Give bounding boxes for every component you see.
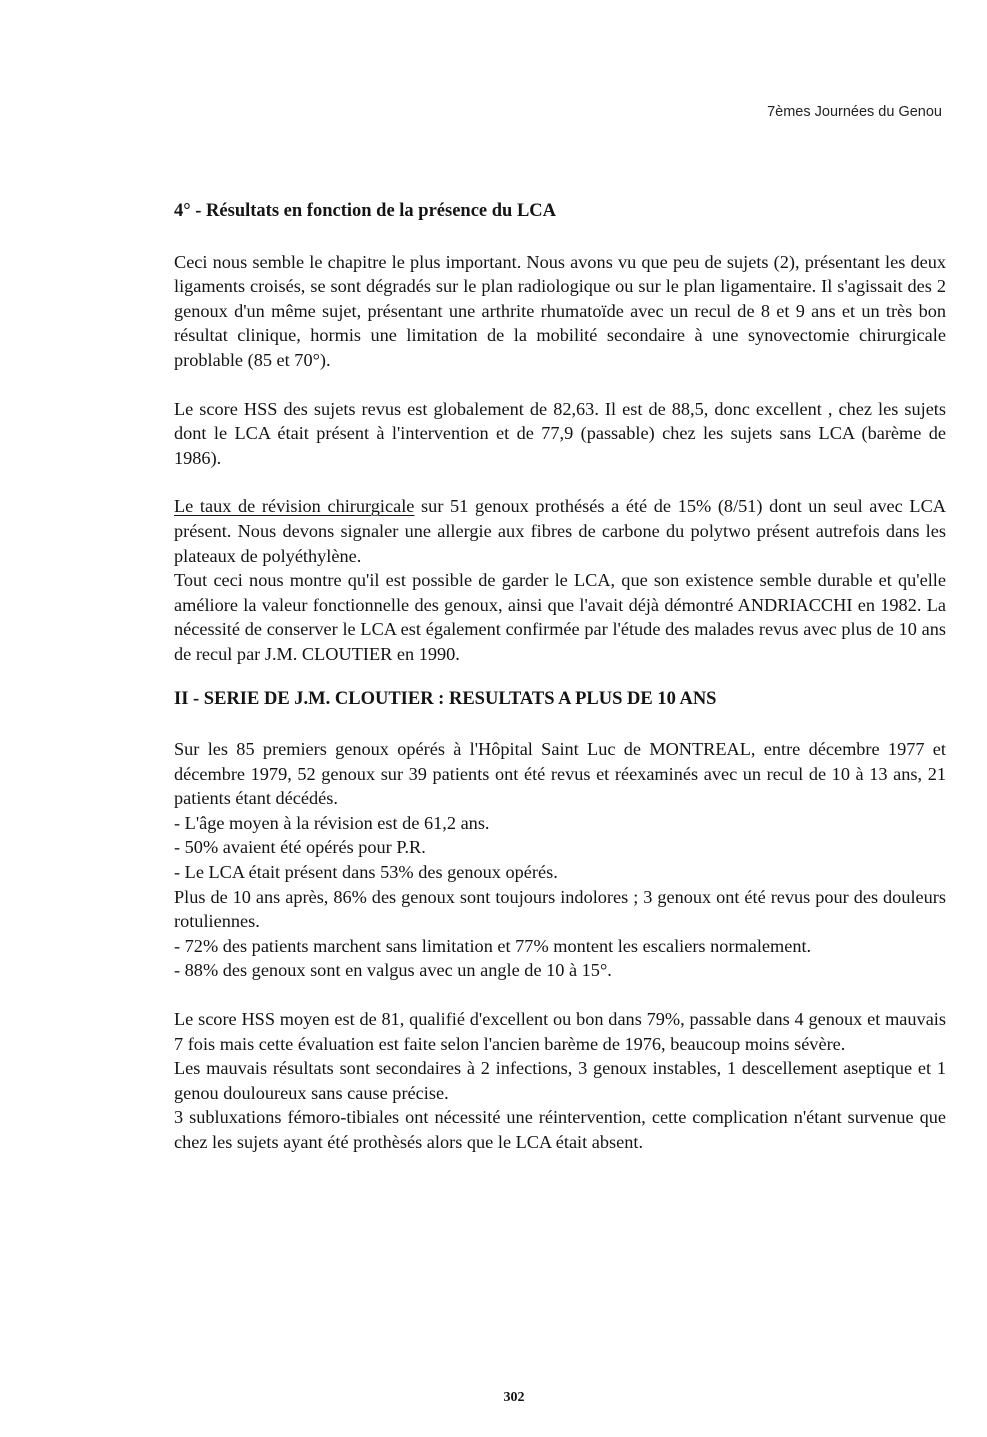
section-heading-lca: 4° - Résultats en fonction de la présence du LCA	[174, 201, 557, 221]
paragraph: Ceci nous semble le chapitre le plus important. Nous avons vu que peu de sujets (2), présentant les deux ligaments croisés, se sont dégradés sur le plan radiologique ou sur le plan ligamentaire. Il s'agissait des 2 genoux d'un même sujet, présentant une arthrite rhumatoïde avec un recul de 8 et 9 ans et un très bon résultat clinique, hormis une limitation de la mobilité secondaire à une synovectomie chirurgicale problable (85 et 70°).	[174, 251, 946, 370]
paragraph-revision	[174, 494, 946, 568]
page-content	[174, 199, 946, 1155]
list-item: - 50% avaient été opérés pour P.R.	[174, 837, 426, 858]
paragraph: Les mauvais résultats sont secondaires à 2 infections, 3 genoux instables, 1 descellement aseptique et 1 genou douloureux sans cause précise.	[174, 1058, 946, 1103]
list-item: - Le LCA était présent dans 53% des genoux opérés.	[174, 862, 558, 883]
paragraph: Sur les 85 premiers genoux opérés à l'Hôpital Saint Luc de MONTREAL, entre décembre 1977 et décembre 1979, 52 genoux sur 39 patients ont été revus et réexaminés avec un recul de 10 à 13 ans, 21 patients étant décédés.	[174, 739, 946, 809]
paragraph: Le score HSS des sujets revus est globalement de 82,63. Il est de 88,5, donc excellent , chez les sujets dont le LCA était présent à l'intervention et de 77,9 (passable) chez les sujets sans LCA (barème de 1986).	[174, 398, 946, 468]
list-item: - 88% des genoux sont en valgus avec un angle de 10 à 15°.	[174, 960, 612, 981]
paragraph: 3 subluxations fémoro-tibiales ont nécessité une réintervention, cette complication n'étant survenue que chez les sujets ayant été prothèsés alors que le LCA était absent.	[174, 1107, 946, 1152]
running-head: 7èmes Journées du Genou	[767, 104, 942, 120]
paragraph: Plus de 10 ans après, 86% des genoux sont toujours indolores ; 3 genoux ont été revus pour des douleurs rotuliennes.	[174, 886, 946, 932]
list-item: - L'âge moyen à la révision est de 61,2 ans.	[174, 812, 490, 833]
page-number: 302	[503, 1390, 525, 1405]
underlined-phrase: Le taux de révision chirurgicale	[174, 496, 415, 517]
list-item: - 72% des patients marchent sans limitation et 77% montent les escaliers normalement.	[174, 935, 812, 956]
section-heading-cloutier: II - SERIE DE J.M. CLOUTIER : RESULTATS A PLUS DE 10 ANS	[174, 688, 717, 709]
paragraph: Le score HSS moyen est de 81, qualifié d'excellent ou bon dans 79%, passable dans 4 genoux et mauvais 7 fois mais cette évaluation est faite selon l'ancien barème de 1976, beaucoup moins sévère.	[174, 1009, 946, 1054]
paragraph-text: sur 51 genoux prothésés a été de 15% (8/51) dont un seul avec LCA présent. Nous devons signaler une allergie aux fibres de carbone du polytwo présent autrefois dans les plateaux de polyéthylène.	[174, 496, 946, 566]
paragraph: Tout ceci nous montre qu'il est possible de garder le LCA, que son existence semble durable et qu'elle améliore la valeur fonctionnelle des genoux, ainsi que l'avait déjà démontré ANDRIACCHI en 1982. La nécessité de conserver le LCA est également confirmée par l'étude des malades revus avec plus de 10 ans de recul par J.M. CLOUTIER en 1990.	[174, 570, 946, 664]
